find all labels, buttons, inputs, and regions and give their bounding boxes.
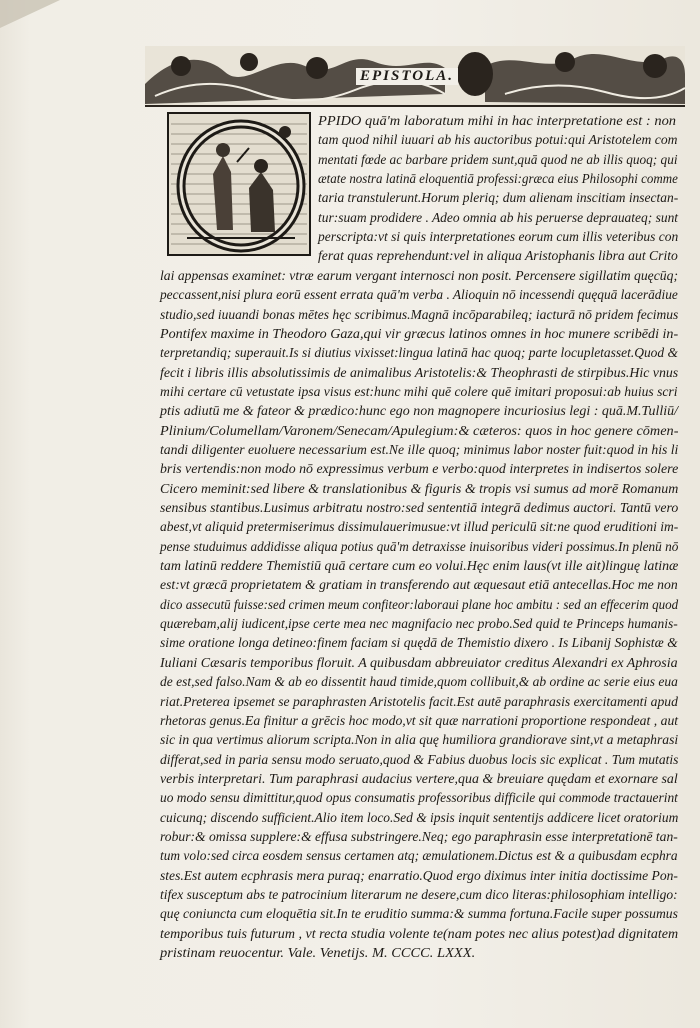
- text-line: lai appensas examinet: vtræ earum vergant internosci non posit. Percensere sigillatim quęcūq;: [160, 267, 679, 283]
- text-line: tifex susceptum abs te patrocinium literarum ne desere,cum dico literas:philosophiam intelligo:: [160, 887, 678, 902]
- text-line: Iuliani Cæsaris temporibus floruit. A quibusdam abbreuiator creditus Alexandri ex Aphrosia: [160, 654, 678, 670]
- text-line: mentati fœde ac barbare pridem sunt,quā quod ne ab illis quoq; qui: [318, 151, 678, 167]
- text-line: ætate nostra latinā eloquentiā professi:græca eius Philosophi comme: [318, 171, 678, 187]
- text-line: dico assecutū fuisse:sed crimen meum confiteor:laboraui plane hoc ambitu : sed an effecerim quod: [160, 596, 679, 612]
- text-line: quærebam,alij iudicent,ipse certe mea nec magnifacio nec probo.Sed quid te Princeps humanis-: [160, 616, 678, 632]
- text-line: ferat quas reprehendunt:vel in aliqua Aristophanis libra aut Crito: [318, 248, 678, 264]
- text-line: pense studuimus addidisse aliqua potius quā'm detraxisse inuisoribus videri possimus.In plenū nō: [160, 538, 679, 554]
- historiated-initial: [167, 112, 311, 256]
- text-line: quę coniuncta cum eloquētia sit.In te eruditio summa:& summa fortuna.Facile super possumus: [160, 906, 678, 922]
- text-line: tur:suam prodidere . Adeo omnia ab his peruerse deprauateq; sunt: [318, 209, 679, 225]
- text-line: sensibus stantibus.Lusimus arbitratu nostro:sed sententiā integrā dedimus auctori. Tantū vero: [160, 500, 679, 515]
- text-line: uo modo sensu dimittitur,quod opus consumatis professoribus difficile qui commode tractauerint: [160, 790, 678, 806]
- text-line: fecit i libris illis absolutissimis de animalibus Aristotelis:& Theophrasti de stirpibus.Hic vnus: [160, 364, 679, 380]
- text-line: de est,sed falso.Nam & ab eo dissentit haud timide,quom collibuit,& ab ordine ac serie eius eua: [160, 674, 678, 690]
- text-line: studio,sed iuuandi bonas mētes hęc scribimus.Magnā incōparabileq; iacturā nō pridem fecimus: [160, 306, 679, 322]
- text-line: robur:& omissa supplere:& effusa substringere.Neq; ego paraphrasin esse interpretationē tan-: [160, 828, 678, 844]
- text-line: tam quod nihil iuuari ab his auctoribus potui:qui Aristotelem com: [318, 132, 678, 148]
- text-line: differat,sed in paria sensu modo seruato,quod & Fabius duobus locis sic explicat . Tum mutatis: [160, 751, 679, 767]
- text-line: bris vertendis:non modo nō expressimus verbum e verbo:quod interpretes in indisertos solere: [160, 461, 679, 477]
- text-line: sic in qua vertimus aliorum scripta.Non in alia quę humiliora grandiorave sint,vt a metaphrasi: [160, 732, 679, 748]
- text-line: riat.Preterea ipsemet se paraphrasten Aristotelis facit.Est autē paraphrasis exercitamenti apud: [160, 693, 678, 709]
- text-line: taria transtulerunt.Horum pleriq; dum alienam inscitiam insectan-: [318, 190, 679, 206]
- text-line: Cicero meminit:sed libere & translationibus & figuris & tropis vsi sumus ad morē Romanum: [160, 480, 679, 496]
- text-line: cuicunq; discendo sufficient.Alio item loco.Sed & ipsis inquit sententijs addicere licet oratorium: [160, 809, 679, 825]
- text-line: peccassent,nisi plura eorū essent errata quā'm verba . Alioquin nō incessendi quęquā lacerādiue: [160, 287, 678, 303]
- text-line: pristinam reuocentur. Vale. Venetijs. M. CCCC. LXXX.: [160, 945, 476, 961]
- text-line: rhetoras genus.Ea finitur a grēcis hoc modo,vt sit quæ narrationi proportione respondeat , aut: [160, 712, 679, 728]
- text-line: Pontifex maxime in Theodoro Gaza,qui vir græcus latinos omnes in hoc munere scribēdi in-: [160, 325, 679, 341]
- text-line: temporibus tuis futurum , vt recta studia volente te(nam potes nec alius potest)ad dignitatem: [160, 925, 679, 941]
- text-line: stes.Est autem ecphrasis mera puraq; enarratio.Quod ergo diximus inter initia doctissime Pon-: [160, 867, 678, 883]
- text-line: abest,vt aliquid pretermiserimus dissimulauerimusue:vt illud periculū sit:ne quod eruditioni im-: [160, 519, 679, 535]
- text-line: mihi certare cū vetustate ipsa visus est:hunc mihi quē colere quē imitari proposui:ab huius scri: [160, 383, 678, 399]
- header-label: EPISTOLA.: [356, 68, 458, 85]
- text-line: ptis adiutū me & fateor & prædico:hunc ego non magnopere incuriosius legi : quā.M.Tulliū/: [160, 403, 679, 419]
- text-line: terpretandiq; superauit.Is si diutius vixisset:lingua latinā hac quoq; parte locupletasset.Quod &: [160, 345, 678, 361]
- text-line: tandi diligenter euoluere necessarium est.Ne ille quoq; minimus labor noster fuit:quod in his li: [160, 441, 679, 457]
- text-line: sime oratione longa detineo:finem faciam si quędā de Themistio dixero . Is Libanij Sophistæ &: [160, 635, 678, 651]
- text-line: est:vt græcā proprietatem & gratiam in transferendo aut æquesaut etiā antecellas.Hoc me non: [160, 577, 678, 593]
- text-line: Plinium/Columellam/Varonem/Senecam/Apulegium:& cæteros: quos in hoc genere cōmen-: [160, 422, 679, 438]
- text-line: tum volo:sed circa eosdem sensus certamen atq; æmulationem.Dictus est & a quibusdam ecphra: [160, 848, 678, 864]
- text-line: perscripta:vt si quis interpretationes eorum cum illis veteribus con: [318, 229, 679, 245]
- text-line: tam latinū reddere Themistiū quā certare cum eo volui.Hęc enim laus(vt ille ait)linguę latinæ: [160, 558, 679, 574]
- page-corner: [0, 0, 60, 28]
- text-line: PPIDO quā'm laboratum mihi in hac interpretatione est : non: [318, 113, 677, 128]
- text-line: verbis interpretari. Tum paraphrasi audacius vertere,qua & breuiare quędam et exornare sal: [160, 770, 678, 786]
